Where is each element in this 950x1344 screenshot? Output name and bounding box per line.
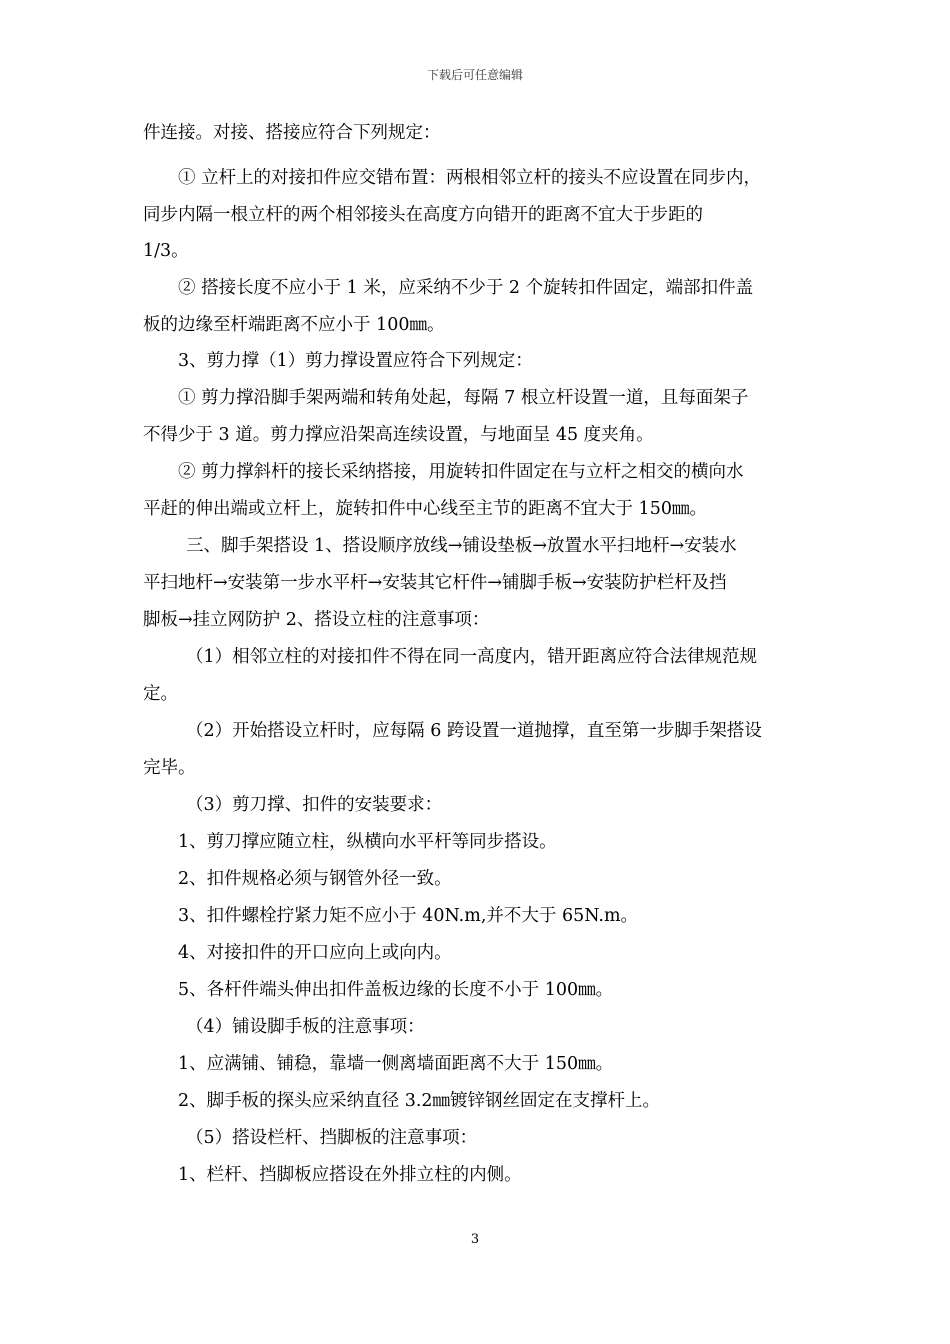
text-line: ① 立杆上的对接扣件应交错布置：两根相邻立杆的接头不应设置在同步内，	[178, 168, 762, 188]
text-line: ② 搭接长度不应小于 1 米，应采纳不少于 2 个旋转扣件固定，端部扣件盖	[178, 278, 754, 298]
text-line: （5）搭设栏杆、挡脚板的注意事项：	[186, 1128, 478, 1148]
text-line: 平扫地杆→安装第一步水平杆→安装其它杆件→铺脚手板→安装防护栏杆及挡	[143, 573, 727, 593]
text-line: 平赶的伸出端或立杆上，旋转扣件中心线至主节的距离不宜大于 150㎜。	[143, 499, 707, 519]
text-line: （2）开始搭设立杆时，应每隔 6 跨设置一道抛撑，直至第一步脚手架搭设	[186, 721, 762, 741]
text-line: 板的边缘至杆端距离不应小于 100㎜。	[143, 315, 445, 335]
text-line: 1、剪刀撑应随立柱，纵横向水平杆等同步搭设。	[178, 832, 557, 852]
text-line: 1/3。	[143, 241, 189, 261]
page-header: 下载后可任意编辑	[426, 68, 523, 82]
text-line: 脚板→挂立网防护 2、搭设立柱的注意事项：	[143, 610, 490, 630]
text-line: 1、栏杆、挡脚板应搭设在外排立柱的内侧。	[178, 1165, 522, 1185]
text-line: 3、剪力撑（1）剪力撑设置应符合下列规定：	[178, 351, 533, 371]
page-number: 3	[470, 1232, 480, 1247]
text-line: 同步内隔一根立杆的两个相邻接头在高度方向错开的距离不宜大于步距的	[143, 205, 703, 225]
text-line: 不得少于 3 道。剪力撑应沿架高连续设置，与地面呈 45 度夹角。	[143, 425, 654, 445]
text-line: 2、扣件规格必须与钢管外径一致。	[178, 869, 452, 889]
text-line: （4）铺设脚手板的注意事项：	[186, 1017, 425, 1037]
text-line: （1）相邻立柱的对接扣件不得在同一高度内，错开距离应符合法律规范规	[186, 647, 758, 667]
text-line: 3、扣件螺栓拧紧力矩不应小于 40N.m,并不大于 65N.m。	[178, 906, 639, 926]
text-line: 5、各杆件端头伸出扣件盖板边缘的长度不小于 100㎜。	[178, 980, 614, 1000]
text-line: 2、脚手板的探头应采纳直径 3.2㎜镀锌钢丝固定在支撑杆上。	[178, 1091, 661, 1111]
text-line: 1、应满铺、铺稳，靠墙一侧离墙面距离不大于 150㎜。	[178, 1054, 614, 1074]
text-line: 4、对接扣件的开口应向上或向内。	[178, 943, 452, 963]
text-line: 定。	[143, 684, 178, 704]
text-line: 件连接。对接、搭接应符合下列规定：	[143, 123, 441, 143]
text-line: 三、脚手架搭设 1、搭设顺序放线→铺设垫板→放置水平扫地杆→安装水	[186, 536, 737, 556]
text-line: 完毕。	[143, 758, 196, 778]
text-line: ① 剪力撑沿脚手架两端和转角处起，每隔 7 根立杆设置一道，且每面架子	[178, 388, 749, 408]
text-line: ② 剪力撑斜杆的接长采纳搭接，用旋转扣件固定在与立杆之相交的横向水	[178, 462, 744, 482]
text-line: （3）剪刀撑、扣件的安装要求：	[186, 795, 443, 815]
